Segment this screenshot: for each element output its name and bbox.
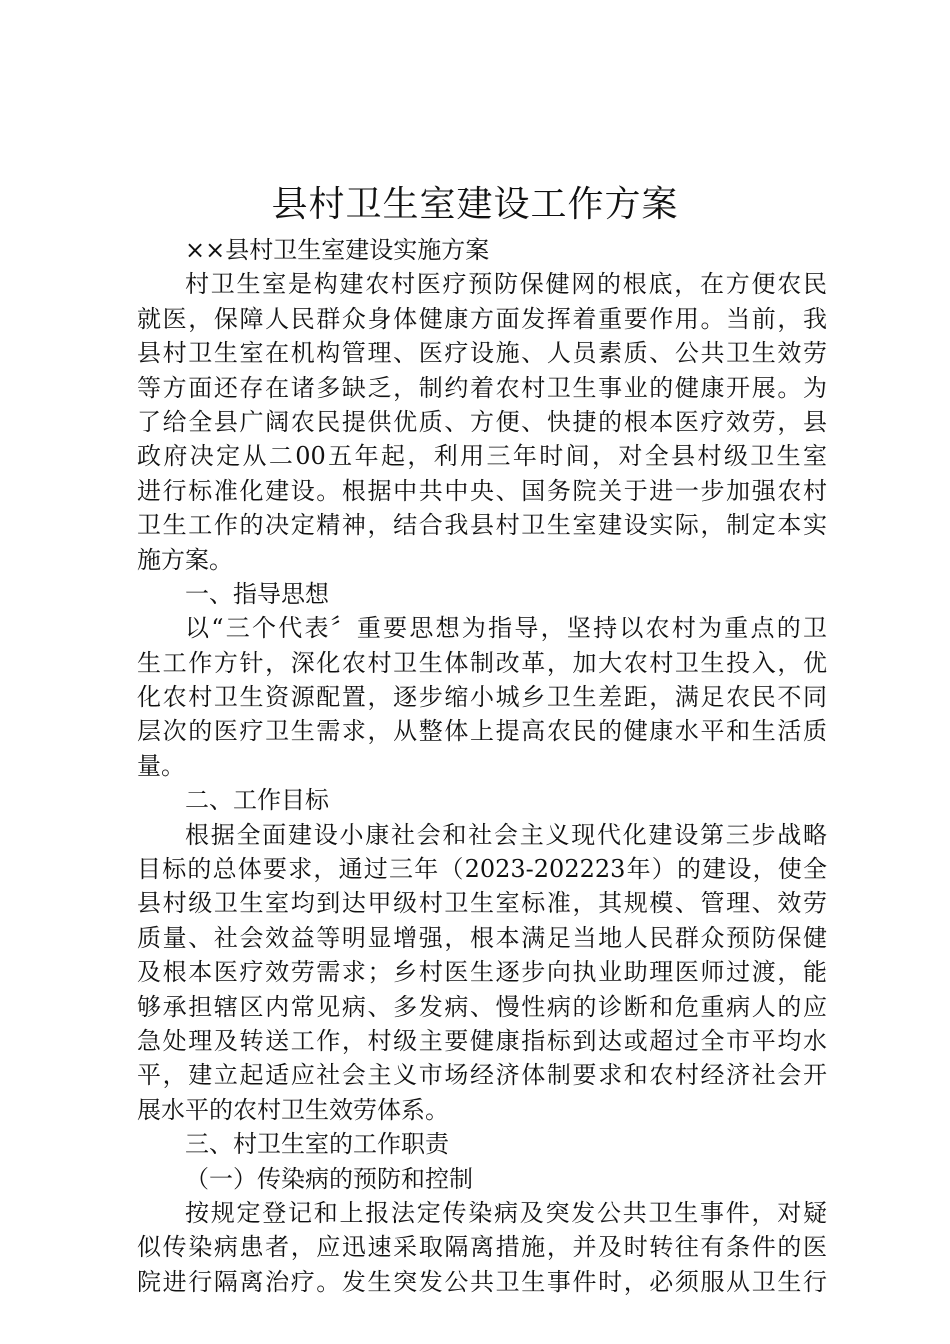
text-line: 够承担辖区内常见病、多发病、慢性病的诊断和危重病人的应 xyxy=(137,992,827,1021)
text-line: 县村卫生室在机构管理、医疗设施、人员素质、公共卫生效劳 xyxy=(137,339,827,368)
text-line: ××县村卫生室建设实施方案 xyxy=(185,236,490,264)
text-line: 一、指导思想 xyxy=(185,579,329,608)
text-line: 根据全面建设小康社会和社会主义现代化建设第三步战略 xyxy=(185,820,827,849)
text-line: 生工作方针，深化农村卫生体制改革，加大农村卫生投入，优 xyxy=(137,648,827,677)
text-line: 三、村卫生室的工作职责 xyxy=(185,1130,449,1159)
text-line: 量。 xyxy=(137,751,185,780)
text-line: 施方案。 xyxy=(137,545,233,574)
text-line: 县村级卫生室均到达甲级村卫生室标准，其规模、管理、效劳 xyxy=(137,889,827,918)
text-line: 就医，保障人民群众身体健康方面发挥着重要作用。当前，我 xyxy=(137,304,827,333)
text-line: 按规定登记和上报法定传染病及突发公共卫生事件，对疑 xyxy=(185,1198,827,1227)
text-line: （一）传染病的预防和控制 xyxy=(185,1164,473,1193)
text-line: 了给全县广阔农民提供优质、方便、快捷的根本医疗效劳，县 xyxy=(137,407,827,436)
text-line: 层次的医疗卫生需求，从整体上提高农民的健康水平和生活质 xyxy=(137,717,827,746)
document-body xyxy=(137,233,827,1299)
text-line: 平，建立起适应社会主义市场经济体制要求和农村经济社会开 xyxy=(137,1061,827,1090)
text-line: 目标的总体要求，通过三年（2023-202223年）的建设，使全 xyxy=(137,855,827,884)
text-line: 进行标准化建设。根据中共中央、国务院关于进一步加强农村 xyxy=(137,476,827,505)
document-title: 县村卫生室建设工作方案 xyxy=(271,184,679,225)
text-line: 及根本医疗效劳需求；乡村医生逐步向执业助理医师过渡，能 xyxy=(137,958,827,987)
text-line: 卫生工作的决定精神，结合我县村卫生室建设实际，制定本实 xyxy=(137,511,827,540)
text-line: 化农村卫生资源配置，逐步缩小城乡卫生差距，满足农民不同 xyxy=(137,683,827,712)
text-line: 质量、社会效益等明显增强，根本满足当地人民群众预防保健 xyxy=(137,923,827,952)
text-line: 等方面还存在诸多缺乏，制约着农村卫生事业的健康开展。为 xyxy=(137,373,827,402)
text-line: 二、工作目标 xyxy=(185,786,329,815)
text-line: 似传染病患者，应迅速采取隔离措施，并及时转往有条件的医 xyxy=(137,1233,827,1262)
text-line: 急处理及转送工作，村级主要健康指标到达或超过全市平均水 xyxy=(137,1026,827,1055)
text-line: 院进行隔离治疗。发生突发公共卫生事件时，必须服从卫生行 xyxy=(137,1267,827,1296)
text-line: 政府决定从二00五年起，利用三年时间，对全县村级卫生室 xyxy=(137,442,827,471)
text-line: 展水平的农村卫生效劳体系。 xyxy=(137,1095,449,1124)
text-line: 以“三个代表〞重要思想为指导，坚持以农村为重点的卫 xyxy=(185,614,827,643)
text-line: 村卫生室是构建农村医疗预防保健网的根底，在方便农民 xyxy=(185,270,827,299)
